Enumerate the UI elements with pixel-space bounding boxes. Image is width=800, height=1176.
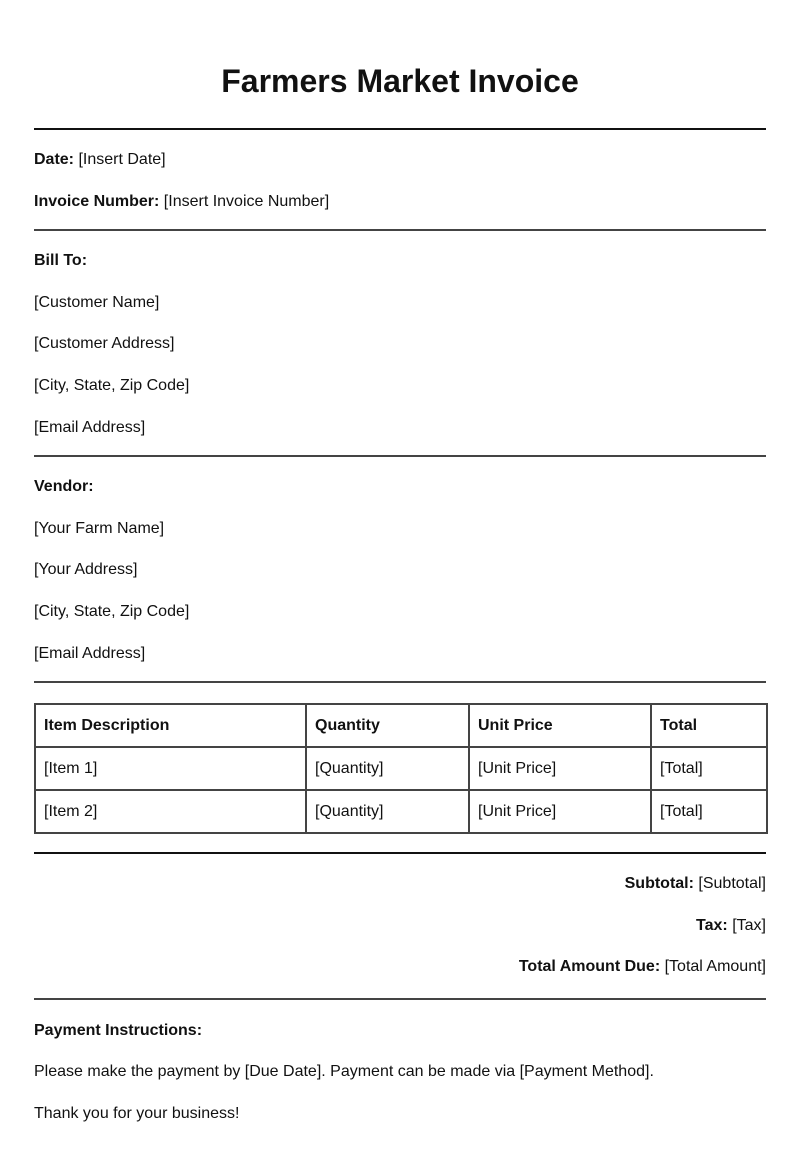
- cell-unit-price: [Unit Price]: [469, 747, 651, 790]
- header-unit-price: Unit Price: [469, 704, 651, 747]
- cell-total: [Total]: [651, 790, 767, 833]
- divider: [34, 455, 766, 457]
- divider: [34, 128, 766, 130]
- bill-to-city-state-zip: [City, State, Zip Code]: [34, 377, 190, 394]
- subtotal-line: [625, 874, 766, 894]
- total-due-value: [Total Amount]: [660, 958, 766, 975]
- invoice-number-value: [Insert Invoice Number]: [159, 193, 330, 210]
- payment-heading-text: Payment Instructions:: [34, 1022, 203, 1039]
- bill-to-customer-name: [Customer Name]: [34, 294, 160, 311]
- bill-to-heading-text: Bill To:: [34, 252, 88, 269]
- table-row: [35, 747, 767, 790]
- page-title: Farmers Market Invoice: [221, 63, 579, 99]
- divider: [34, 998, 766, 1000]
- divider: [34, 229, 766, 231]
- payment-heading: [34, 1021, 202, 1041]
- vendor-city-state-zip: [City, State, Zip Code]: [34, 603, 190, 620]
- vendor-farm-name: [Your Farm Name]: [34, 520, 165, 537]
- cell-unit-price: [Unit Price]: [469, 790, 651, 833]
- header-quantity: Quantity: [306, 704, 469, 747]
- bill-to-email: [Email Address]: [34, 419, 146, 436]
- total-due-line: [519, 957, 766, 977]
- cell-quantity: [Quantity]: [306, 747, 469, 790]
- thank-you-note: Thank you for your business!: [34, 1105, 240, 1122]
- subtotal-value: [Subtotal]: [693, 875, 766, 892]
- tax-label: Tax:: [696, 917, 728, 934]
- cell-total: [Total]: [651, 747, 767, 790]
- payment-instructions: Please make the payment by [Due Date]. Payment can be made via [Payment Method].: [34, 1063, 654, 1080]
- cell-item: [Item 2]: [35, 790, 306, 833]
- vendor-heading: [34, 477, 94, 497]
- tax-value: [Tax]: [727, 917, 766, 934]
- table-header-row: [35, 704, 767, 747]
- bill-to-heading: [34, 251, 87, 271]
- bill-to-customer-address: [Customer Address]: [34, 335, 175, 352]
- divider: [34, 852, 766, 854]
- cell-item: [Item 1]: [35, 747, 306, 790]
- tax-line: [696, 916, 766, 936]
- items-table: [34, 703, 768, 834]
- invoice-number-line: [34, 192, 329, 212]
- vendor-email: [Email Address]: [34, 645, 146, 662]
- vendor-address: [Your Address]: [34, 561, 138, 578]
- invoice-number-label: Invoice Number:: [34, 193, 160, 210]
- subtotal-label: Subtotal:: [624, 875, 694, 892]
- header-item-description: Item Description: [35, 704, 306, 747]
- date-line: [34, 150, 166, 170]
- vendor-heading-text: Vendor:: [34, 478, 94, 495]
- date-label: Date:: [34, 151, 75, 168]
- total-due-label: Total Amount Due:: [518, 958, 661, 975]
- date-value: [Insert Date]: [74, 151, 166, 168]
- table-row: [35, 790, 767, 833]
- divider: [34, 681, 766, 683]
- cell-quantity: [Quantity]: [306, 790, 469, 833]
- header-total: Total: [651, 704, 767, 747]
